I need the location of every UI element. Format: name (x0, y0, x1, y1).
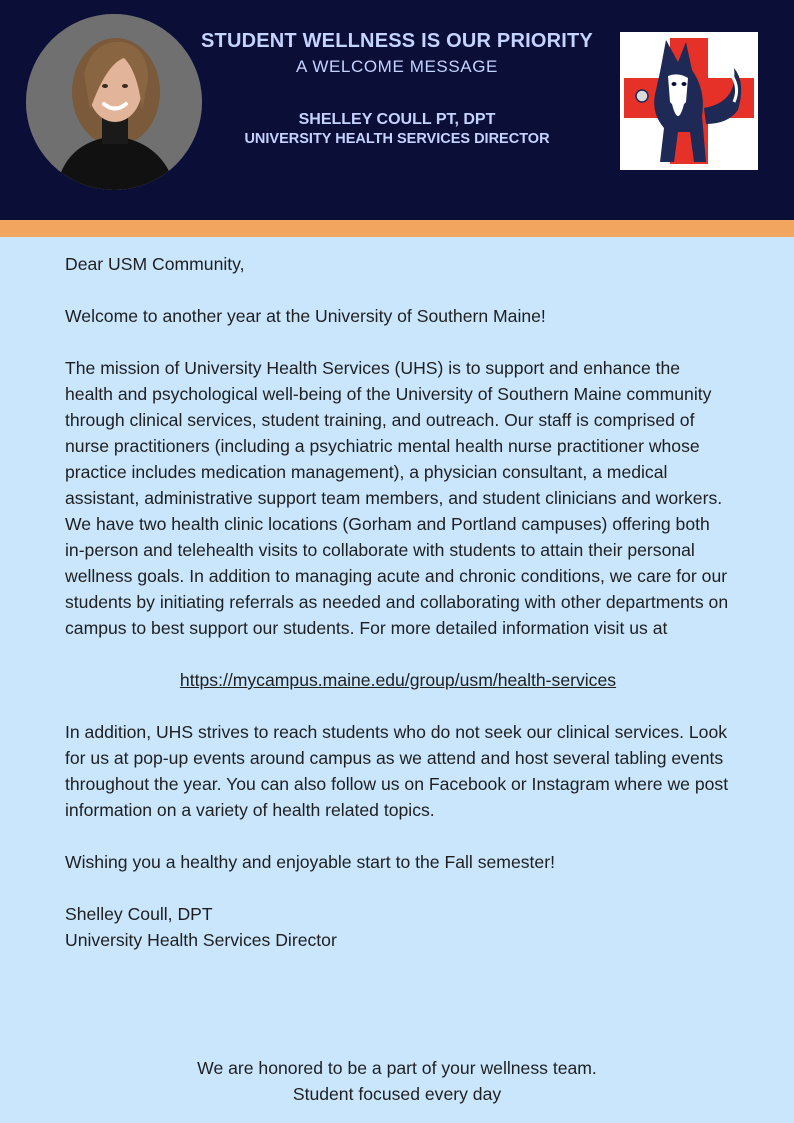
footer-line-2: Student focused every day (292, 1084, 502, 1104)
page-subtitle: A WELCOME MESSAGE (296, 57, 498, 76)
signature-name: Shelley Coull, DPT (65, 904, 213, 924)
link-line (65, 667, 731, 693)
signature-title: University Health Services Director (65, 930, 337, 950)
outreach-paragraph: In addition, UHS strives to reach students who do not seek our clinical services. Look for us at pop-up events around campus as we attend and host several tabling events throughout the year. You can also follow us on Facebook or Instagram where we post information on a variety of health related topics. (65, 722, 729, 820)
wishes-paragraph: Wishing you a healthy and enjoyable start to the Fall semester! (65, 852, 555, 872)
director-photo (26, 14, 202, 190)
page-title: STUDENT WELLNESS IS OUR PRIORITY (201, 30, 593, 52)
welcome-paragraph: Welcome to another year at the University of Southern Maine! (65, 306, 546, 326)
husky-red-cross-logo (620, 32, 758, 170)
salutation: Dear USM Community, (65, 254, 245, 274)
author-role: UNIVERSITY HEALTH SERVICES DIRECTOR (244, 131, 550, 147)
footer-tagline (0, 1055, 794, 1107)
health-services-link[interactable]: https://mycampus.maine.edu/group/usm/health-services (179, 670, 617, 690)
footer-line-1: We are honored to be a part of your wellness team. (197, 1058, 597, 1078)
letter-body (65, 251, 731, 979)
mission-paragraph: The mission of University Health Services (UHS) is to support and enhance the health and psychological well-being of the University of Southern Maine community through clinical services, student training, and outreach. Our staff is comprised of nurse practitioners (including a psychiatric mental health nurse practitioner whose practice includes medication management), a physician consultant, a medical assistant, administrative support team members, and student clinicians and workers. We have two health clinic locations (Gorham and Portland campuses) offering both in-person and telehealth visits to collaborate with students to attain their personal wellness goals. In addition to managing acute and chronic conditions, we care for our students by initiating referrals as needed and collaborating with other departments on campus to best support our students. For more detailed information visit us at (65, 358, 729, 638)
header-text-block (192, 30, 602, 147)
author-name: SHELLEY COULL PT, DPT (298, 111, 496, 128)
signature (65, 901, 731, 953)
header-banner (0, 0, 794, 220)
accent-stripe (0, 220, 794, 237)
